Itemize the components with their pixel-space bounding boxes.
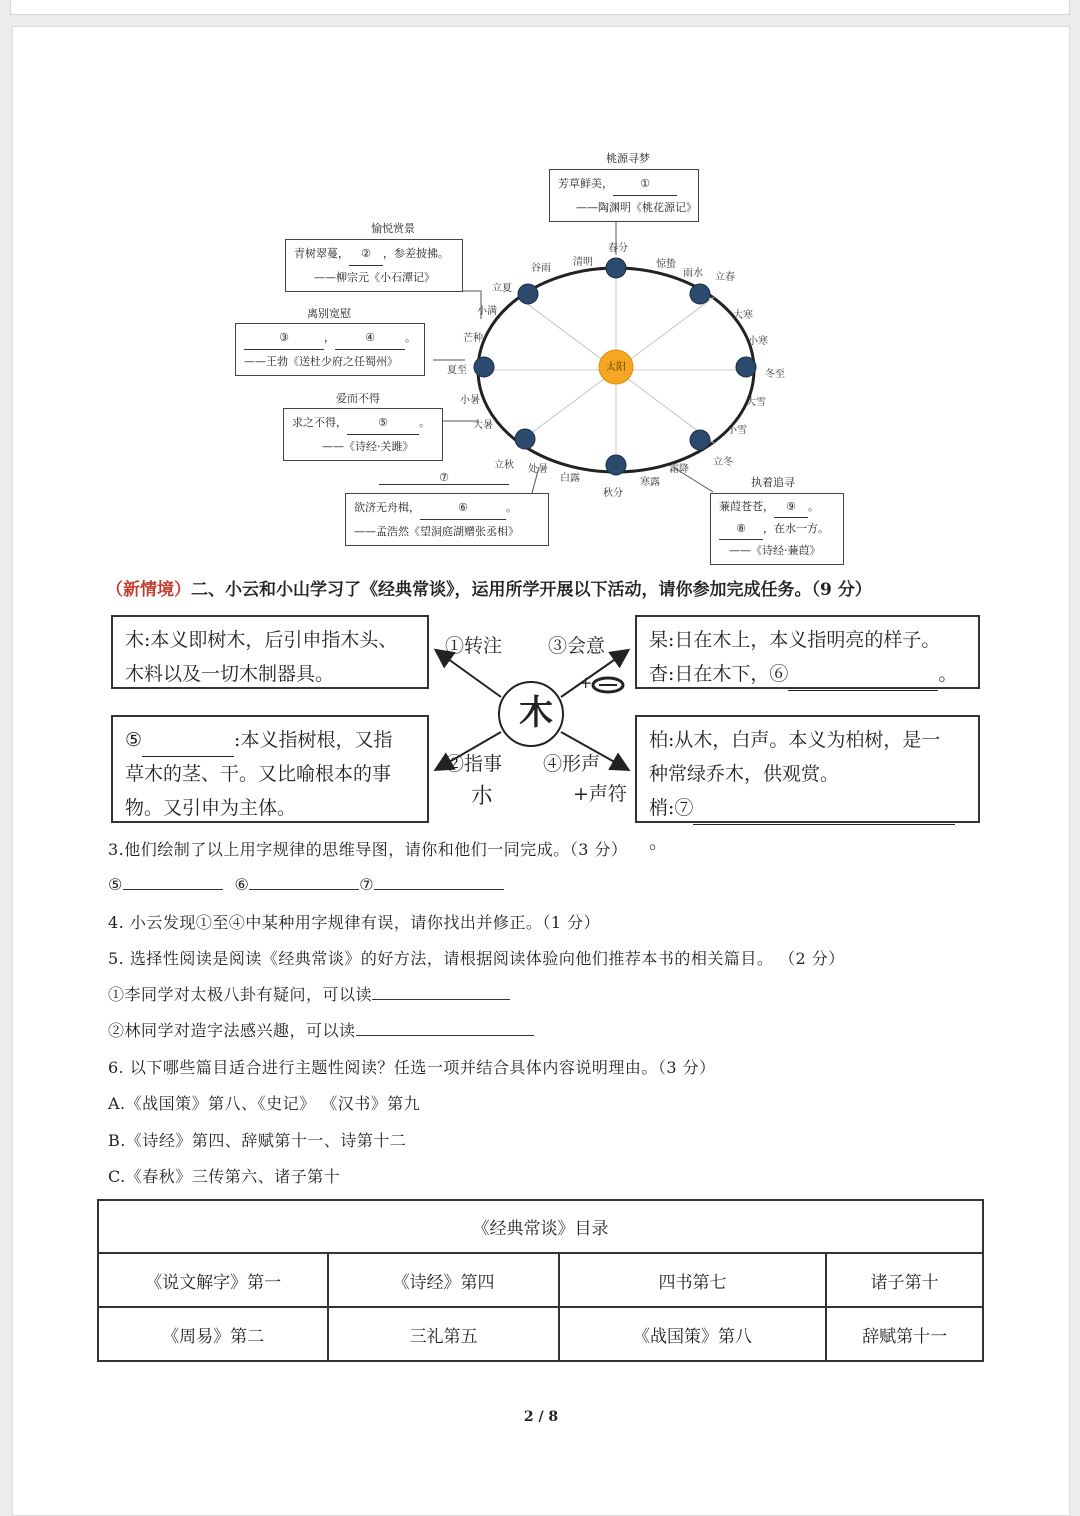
table-row <box>98 1307 983 1361</box>
answer-line[interactable] <box>374 873 504 890</box>
box-text: 木料以及一切木制器具。 <box>125 663 335 685</box>
table-cell: 三礼第五 <box>328 1307 558 1361</box>
table-cell: 四书第七 <box>559 1253 826 1307</box>
poem-text: ，参差披拂。 <box>383 247 449 260</box>
blank: ③ <box>244 326 324 350</box>
solar-term: 谷雨 <box>531 263 551 274</box>
question-5: 5. 选择性阅读是阅读《经典常谈》的好方法，请根据阅读体验向他们推荐本书的相关篇目。 （2 分） <box>108 949 845 968</box>
box-text: 草木的茎、干。又比喻根本的事 <box>125 763 392 785</box>
blank: ⑨ <box>774 496 808 518</box>
box-title: 执着追寻 <box>751 476 795 489</box>
solar-term: 大寒 <box>733 310 753 321</box>
contents-table <box>97 1199 984 1362</box>
box-title-blank: ⑦ <box>379 471 509 485</box>
question-text: ②林同学对造字法感兴趣，可以读 <box>108 1021 356 1040</box>
solar-term: 立春 <box>715 272 735 283</box>
solar-term: 小寒 <box>748 336 768 347</box>
poem-box-4: 求之不得， ⑤ 。 ——《诗经·关雎》 <box>283 408 443 461</box>
label-xingsheng: ④形声 <box>543 753 601 775</box>
poem-box-3: ③ ， ④ 。 ——王勃《送杜少府之任蜀州》 <box>235 323 425 376</box>
page-number: 2 / 8 <box>523 1409 559 1425</box>
solar-term: 霜降 <box>669 464 689 475</box>
blank: ② <box>349 242 383 266</box>
solar-term: 惊蛰 <box>656 259 676 270</box>
box-text: ⑤ <box>125 729 143 751</box>
question-3-blanks <box>108 873 504 894</box>
poem-text: ，在水一方。 <box>763 522 829 535</box>
blank-label: ⑦ <box>359 875 375 894</box>
blank: ⑧ <box>719 518 763 540</box>
table-cell: 《战国策》第八 <box>559 1307 826 1361</box>
blank-label: ⑤ <box>108 875 123 894</box>
blank-label: ⑥ <box>234 875 250 894</box>
label-huiyi: ③会意 <box>548 635 606 657</box>
box-text: :本义指树根，又指 <box>234 729 393 751</box>
box-title: 愉悦赏景 <box>371 222 415 235</box>
solar-term: 立秋 <box>494 460 514 471</box>
solar-term: 大雪 <box>746 397 766 408</box>
box-text: 物。又引申为主体。 <box>125 797 297 819</box>
option-c: C.《春秋》三传第六、诸子第十 <box>108 1167 341 1186</box>
solar-term: 小暑 <box>460 395 480 406</box>
label-plus: + <box>579 673 593 692</box>
box-title: 桃源寻梦 <box>606 152 650 165</box>
solar-term: 白露 <box>560 473 580 484</box>
blank: ④ <box>335 326 405 350</box>
answer-line[interactable] <box>123 873 223 890</box>
box-text: 杲:日在木上，本义指明亮的样子。 <box>649 629 941 651</box>
poem-source: ——柳宗元《小石潭记》 <box>314 271 435 284</box>
poem-text: 芳草鲜美， <box>558 177 613 190</box>
label-zhuanzhu: ①转注 <box>445 635 503 657</box>
answer-line[interactable] <box>249 873 359 890</box>
answer-line[interactable] <box>356 1019 534 1036</box>
poem-source: ——《诗经·关雎》 <box>322 440 414 453</box>
poem-source: ——王勃《送杜少府之任蜀州》 <box>244 355 398 368</box>
poem-text: 欲济无舟楫， <box>354 501 420 514</box>
solar-term: 立冬 <box>713 457 733 468</box>
exam-page <box>12 26 1070 1516</box>
solar-term: 立夏 <box>492 283 512 294</box>
sun-label: 太阳 <box>606 362 626 373</box>
box-text: 柏:从木，白声。本义为柏树，是一 <box>649 729 941 751</box>
solar-term: 清明 <box>573 257 593 268</box>
solar-term: 芒种 <box>463 333 483 344</box>
option-a: A.《战国策》第八、《史记》 《汉书》第九 <box>108 1094 421 1113</box>
table-row <box>98 1253 983 1307</box>
blank: ① <box>613 172 677 196</box>
box-title: 爱而不得 <box>336 392 380 405</box>
poem-source: ——陶渊明《桃花源记》 <box>576 201 697 214</box>
table-cell: 辞赋第十一 <box>826 1307 983 1361</box>
question-6: 6. 以下哪些篇目适合进行主题性阅读？任选一项并结合具体内容说明理由。（3 分） <box>108 1058 716 1077</box>
question-text: ①李同学对太极八卦有疑问，可以读 <box>108 985 373 1004</box>
label-zhishi: ②指事 <box>445 753 503 775</box>
table-cell: 《说文解字》第一 <box>98 1253 328 1307</box>
table-cell: 《诗经》第四 <box>328 1253 558 1307</box>
answer-line[interactable] <box>372 983 510 1000</box>
solar-term: 处暑 <box>528 464 548 475</box>
poem-box-6: 蒹葭苍苍， ⑨ 。 ⑧ ，在水一方。 ——《诗经·蒹葭》 <box>710 493 844 565</box>
label-shengfu: +声符 <box>573 783 627 805</box>
option-b: B.《诗经》第四、辞赋第十一、诗第十二 <box>108 1131 407 1150</box>
poem-text: 青树翠蔓， <box>294 247 349 260</box>
solar-term: 雨水 <box>683 268 703 279</box>
solar-term: 寒露 <box>640 477 660 488</box>
box-text: 种常绿乔木，供观赏。 <box>649 763 840 785</box>
new-context-tag: （新情境） <box>106 580 191 600</box>
box-text: 杳:日在木下，⑥ <box>649 663 789 685</box>
solar-term: 小雪 <box>727 425 747 436</box>
poem-box-5: 欲济无舟楫， ⑥ 。 ——孟浩然《望洞庭湖赠张丞相》 <box>345 493 549 546</box>
solar-term: 夏至 <box>447 365 467 376</box>
poem-source: ——孟浩然《望洞庭湖赠张丞相》 <box>354 525 519 538</box>
question-4: 4. 小云发现①至④中某种用字规律有误，请你找出并修正。（1 分） <box>108 913 601 932</box>
table-cell: 诸子第十 <box>826 1253 983 1307</box>
table-title: 《经典常谈》目录 <box>98 1200 983 1253</box>
solar-term: 春分 <box>608 243 628 254</box>
solar-term: 冬至 <box>765 369 785 380</box>
poem-source: ——《诗经·蒹葭》 <box>729 544 821 557</box>
blank: ⑥ <box>420 496 506 520</box>
table-cell: 《周易》第二 <box>98 1307 328 1361</box>
solar-term: 小满 <box>477 306 497 317</box>
box-text: 。 <box>938 663 958 685</box>
question-5a <box>108 982 510 1005</box>
section-title: 二、小云和小山学习了《经典常谈》，运用所学开展以下活动，请你参加完成任务。（9 分） <box>191 580 872 600</box>
box-text: 梢:⑦ <box>649 797 694 819</box>
poem-text: 蒹葭苍苍， <box>719 500 774 513</box>
question-5b <box>108 1018 534 1041</box>
solar-term: 秋分 <box>603 488 623 499</box>
blank: ⑤ <box>347 411 419 435</box>
ancient-glyph-icon: 朩 <box>471 784 494 809</box>
box-text: 木:本义即树木，后引申指木头、 <box>125 629 398 651</box>
box-title: 离别宽慰 <box>307 307 351 320</box>
poem-text: 求之不得， <box>292 416 347 429</box>
solar-term: 大暑 <box>473 420 493 431</box>
previous-page-edge <box>10 0 1070 15</box>
box-text: 。 <box>649 831 669 853</box>
question-3: 3.他们绘制了以上用字规律的思维导图，请你和他们一同完成。（3 分） <box>108 840 628 859</box>
center-character: 木 <box>519 693 553 733</box>
